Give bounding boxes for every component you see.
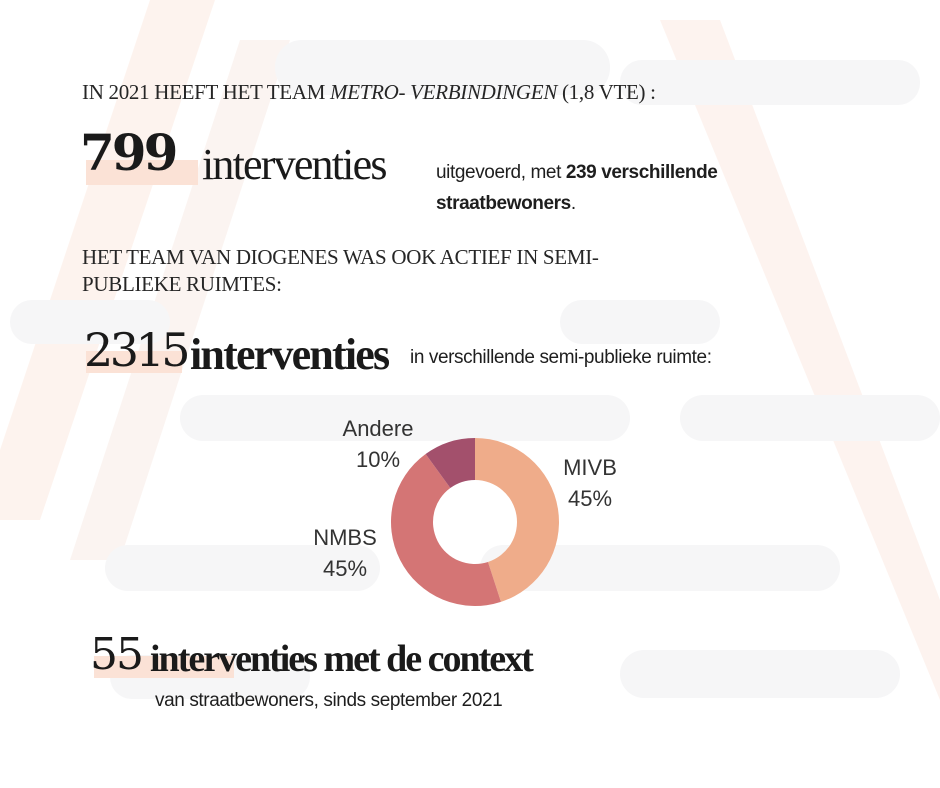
slice-value-nmbs: 45%: [322, 556, 368, 581]
section1-heading-text: IN 2021 HEEFT HET TEAM: [82, 80, 331, 104]
section1-desc-bold: 239 verschillende: [565, 162, 718, 183]
section1-description-line2: [436, 193, 576, 215]
section2-description: in verschillende semi-publieke ruimte:: [410, 347, 712, 368]
slice-category-nmbs: NMBS: [313, 525, 377, 550]
section1-desc-bold-2: straatbewoners: [436, 193, 571, 214]
slice-label-mivb: [540, 452, 640, 514]
section3-word: interventies met de context: [150, 638, 532, 680]
section1-desc-text: uitgevoerd, met: [436, 162, 566, 183]
section1-desc-end: .: [570, 193, 576, 214]
section1-heading: [82, 80, 656, 105]
slice-category-andere: Andere: [342, 416, 414, 441]
slice-category-mivb: MIVB: [563, 455, 617, 480]
section2-heading-line1: HET TEAM VAN DIOGENES WAS OOK ACTIEF IN SEMI-: [82, 245, 599, 269]
section1-description: [436, 162, 717, 184]
section1-heading-suffix: (1,8 VTE) :: [557, 80, 656, 104]
section1-number: 799: [80, 123, 176, 182]
slice-value-mivb: 45%: [567, 486, 613, 511]
section2-heading-line2: PUBLIEKE RUIMTES:: [82, 272, 282, 296]
section3-description: van straatbewoners, sinds september 2021: [155, 690, 503, 711]
section3-number: 55: [90, 629, 142, 680]
slice-label-andere: [323, 413, 433, 475]
section2-number: 2315: [84, 323, 188, 377]
section1-heading-italic: METRO- VERBINDINGEN: [330, 80, 558, 104]
section1-word: interventies: [202, 140, 386, 189]
slice-value-andere: 10%: [355, 447, 401, 472]
section2-word: interventies: [190, 330, 389, 379]
slice-label-nmbs: [295, 522, 395, 584]
